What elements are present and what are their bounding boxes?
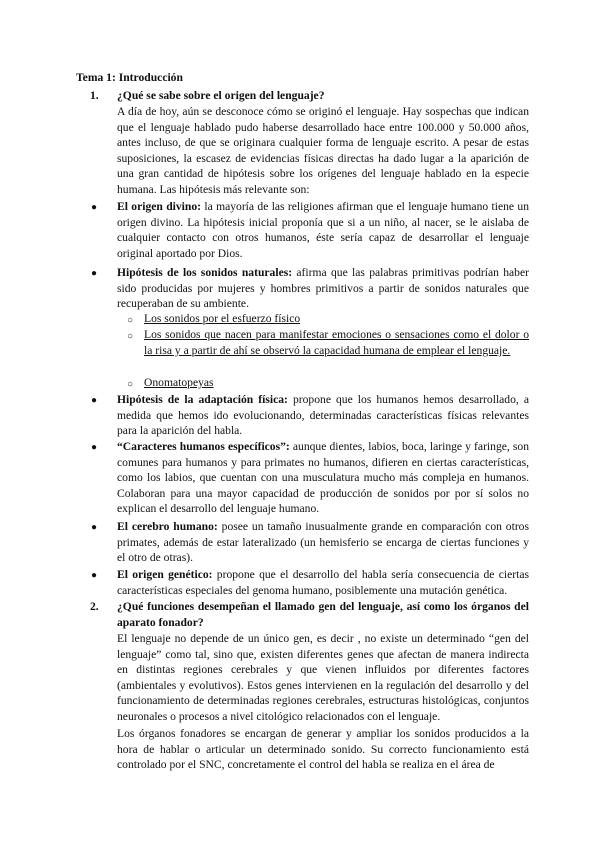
sub-bullet-icon: ○: [127, 331, 134, 342]
list-item-term: El cerebro humano:: [117, 520, 218, 533]
section-2-number: 2.: [90, 600, 99, 613]
list-item-sonidos-naturales: [117, 265, 529, 312]
section-1-intro: A día de hoy, aún se desconoce cómo se originó el lenguaje. Hay sospechas que indican que el lenguaje hablado pudo haberse desarrollado hace entre 100.000 y 50.000 años, antes incluso, de que se originara cualquier forma de lenguaje escrito. A pesar de estas suposiciones, la escasez de evidencias físicas directas ha dado lugar a la aparición de una gran cantidad de hipótesis sobre los orígenes del lenguaje hablado en la especie humana. Las hipótesis más relevante son:: [117, 105, 529, 196]
sub-list-item: Los sonidos por el esfuerzo físico: [144, 312, 301, 325]
list-item-term: “Caracteres humanos específicos”:: [117, 440, 290, 453]
section-1-heading: ¿Qué se sabe sobre el origen del lenguaje?: [117, 89, 325, 102]
bullet-icon: ●: [91, 570, 98, 581]
section-2-paragraph-2: Los órganos fonadores se encargan de generar y ampliar los sonidos producidos a la hora de hablar o articular un determinado sonido. Su correcto funcionamiento está controlado por el SNC, concretamente el control del habla se realiza en el área de: [117, 727, 529, 772]
document-title: Tema 1: Introducción: [76, 71, 183, 84]
section-1-number: 1.: [90, 89, 99, 102]
list-item-text: propone que el desarrollo del habla sería consecuencia de ciertas características especiales del genoma humano, posiblemente una mutación genética.: [117, 568, 529, 597]
sub-list-item: Onomatopeyas: [144, 376, 214, 389]
list-item-caracteres-humanos: [117, 439, 529, 517]
bullet-icon: ●: [91, 522, 98, 533]
list-item-term: El origen genético:: [117, 568, 213, 581]
section-2-paragraph-1: El lenguaje no depende de un único gen, es decir , no existe un determinado “gen del lenguaje” como tal, sino que, existen diferentes genes que afectan de manera indirecta en distintas regiones cerebrales y que vienen influidos por diferentes factores (ambientales y evolutivos). Estos genes intervienen en la regulación del desarrollo y del funcionamiento de determinadas regiones cerebrales, estructuras histológicas, conjuntos neuronales o procesos a nivel citológico relacionados con el lenguaje.: [117, 632, 529, 723]
sub-bullet-icon: ○: [127, 379, 134, 390]
sub-list-item: Los sonidos que nacen para manifestar emociones o sensaciones como el dolor o la risa y a partir de ahí se observó la capacidad humana de emplear el lenguaje.: [144, 328, 529, 357]
list-item-text: posee un tamaño inusualmente grande en comparación con otros primates, además de estar lateralizado (un hemisferio se encarga de ciertas funciones y el otro de otras).: [117, 520, 529, 565]
list-item-cerebro-humano: [117, 519, 529, 566]
list-item-text: afirma que las palabras primitivas podrían haber sido producidas por mujeres y hombres primitivos a partir de sonidos naturales que recuperaban de su ambiente.: [117, 266, 529, 311]
section-2-heading: ¿Qué funciones desempeñan el llamado gen del lenguaje, así como los órganos del aparato fonador?: [117, 600, 529, 629]
list-item-origen-genetico: [117, 567, 529, 598]
list-item-term: Hipótesis de la adaptación física:: [117, 393, 288, 406]
list-item-text: propone que los humanos hemos desarrollado, a medida que hemos ido evolucionando, determinadas características físicas relevantes para la aparición del habla.: [117, 393, 529, 438]
bullet-icon: ●: [91, 395, 98, 406]
list-item-text: aunque dientes, labios, boca, laringe y faringe, son comunes para humanos y para primates no humanos, difieren en ciertas características, como los labios, que cuentan con una musculatura mucho más compleja en humanos. Colaboran para una mayor capacidad de producción de sonidos por por sí solos no explican el desarrollo del lenguaje humano.: [117, 440, 529, 516]
bullet-icon: ●: [91, 268, 98, 279]
bullet-icon: ●: [91, 442, 98, 453]
list-item-term: El origen divino:: [117, 200, 201, 213]
list-item-text: la mayoría de las religiones afirman que el lenguaje humano tiene un origen divino. La hipótesis inicial proponía que si a un niño, al nacer, se le aislaba de cualquier contacto con otros humanos, éste sería capaz de desarrollar el lenguaje original aportado por Dios.: [117, 200, 529, 260]
list-item-term: Hipótesis de los sonidos naturales:: [117, 266, 293, 279]
sub-bullet-icon: ○: [127, 315, 134, 326]
list-item-origen-divino: [117, 199, 529, 261]
list-item-adaptacion-fisica: [117, 392, 529, 439]
bullet-icon: ●: [91, 202, 98, 213]
